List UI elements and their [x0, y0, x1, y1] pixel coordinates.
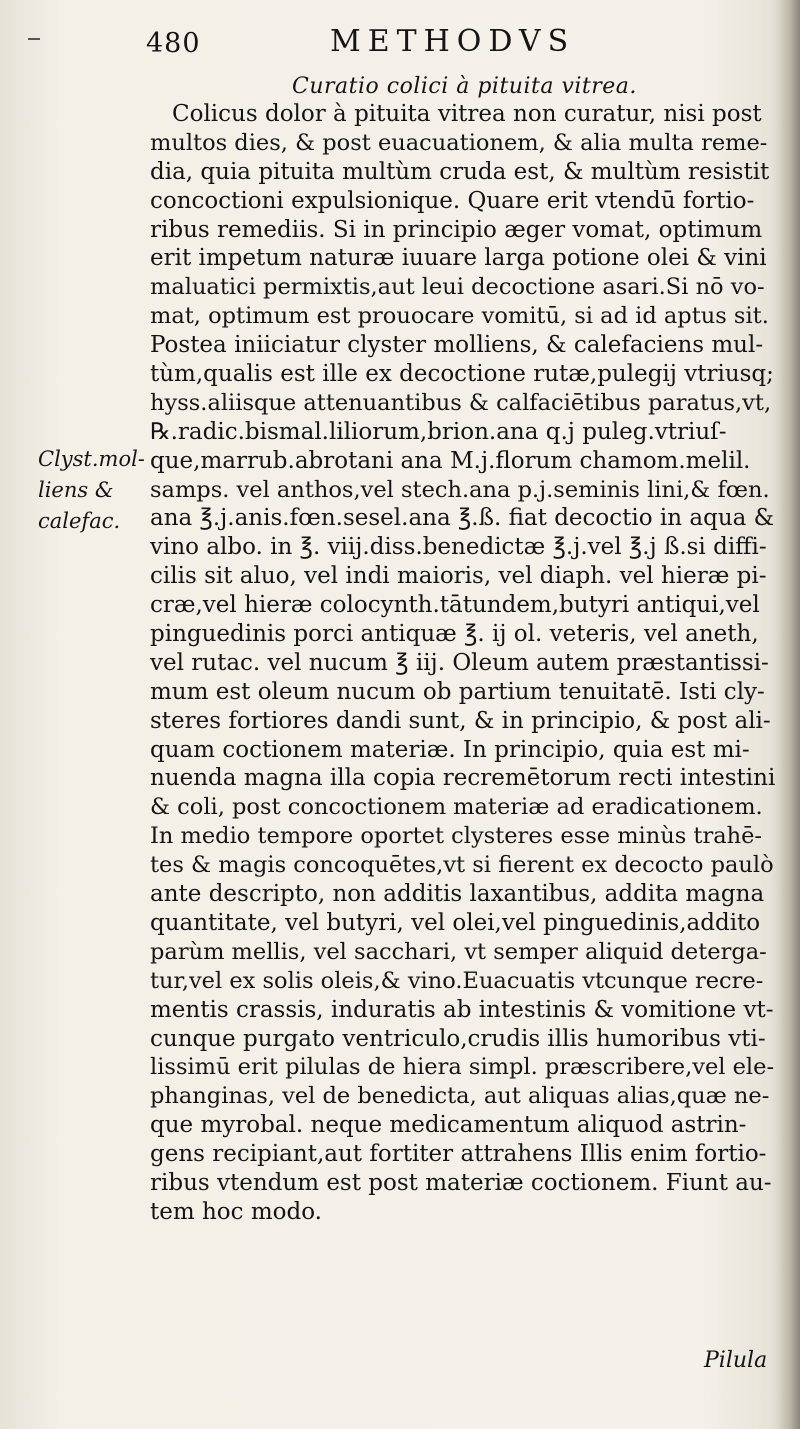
marginal-note-line: liens & — [38, 478, 114, 502]
text-line: ante descripto, non additis laxantibus, addita magna — [150, 881, 765, 908]
text-line: In medio tempore oportet clysteres esse minùs trahē- — [150, 823, 763, 850]
text-line: quam coctionem materiæ. In principio, quia est mi- — [150, 736, 750, 763]
text-line: ribus remediis. Si in principio æger vomat, optimum — [150, 216, 763, 243]
text-line: erit impetum naturæ iuuare larga potione olei & vini — [150, 245, 767, 272]
text-line: tur,vel ex solis oleis,& vino.Euacuatis vtcunque recre- — [150, 967, 764, 994]
text-line: vino albo. in ℥. viij.diss.benedictæ ℥.j.vel ℥.j ß.si diffi- — [150, 534, 767, 561]
text-line: Colicus dolor à pituita vitrea non curatur, nisi post — [172, 101, 762, 127]
text-line: multos dies, & post euacuationem, & alia multa reme- — [150, 129, 768, 156]
text-line: cunque purgato ventriculo,crudis illis humoribus vti- — [150, 1025, 766, 1052]
text-line: tùm,qualis est ille ex decoctione rutæ,pulegij vtriusq; — [150, 361, 774, 388]
text-line: quantitate, vel butyri, vel olei,vel pinguedinis,addito — [150, 909, 761, 936]
marginal-note-line: Clyst.mol- — [38, 447, 145, 471]
text-line: hyss.aliisque attenuantibus & calfaciētibus paratus,vt, — [150, 389, 772, 416]
text-line: Postea iniiciatur clyster molliens, & calefaciens mul- — [150, 332, 764, 359]
text-line: & coli, post concoctionem materiæ ad eradicationem. — [150, 794, 763, 821]
catchword: Pilula — [704, 1348, 768, 1373]
text-line: mat, optimum est prouocare vomitū, si ad id aptus sit. — [150, 303, 769, 330]
text-line: ribus vtendum est post materiæ coctionem. Fiunt au- — [150, 1169, 772, 1196]
text-line: ana ℥.j.anis.fœn.sesel.ana ℥.ß. fiat decoctio in aqua & — [150, 505, 775, 532]
text-line: que,marrub.abrotani ana M.j.florum chamom.melil. — [150, 447, 751, 474]
text-line: maluatici permixtis,aut leui decoctione asari.Si nō vo- — [150, 274, 765, 301]
margin-mark — [28, 38, 40, 40]
page-number: 480 — [146, 28, 201, 59]
text-line: que myrobal. neque medicamentum aliquod astrin- — [150, 1112, 747, 1139]
marginal-note-line: calefac. — [38, 509, 121, 533]
text-line: lissimū erit pilulas de hiera simpl. præscribere,vel ele- — [150, 1054, 775, 1081]
text-line: cilis sit aluo, vel indi maioris, vel diaph. vel hieræ pi- — [150, 563, 767, 590]
page-edge-shadow — [778, 0, 800, 1429]
text-line: concoctioni expulsionique. Quare erit vtendū fortio- — [150, 187, 755, 214]
text-line: ℞.radic.bismal.liliorum,brion.ana q.j puleg.vtriuſ- — [150, 418, 727, 445]
text-line: parùm mellis, vel sacchari, vt semper aliquid deterga- — [150, 938, 767, 965]
text-line: vel rutac. vel nucum ℥ iij. Oleum autem præstantissi- — [150, 649, 769, 676]
text-line: mum est oleum nucum ob partium tenuitatē. Isti cly- — [150, 678, 765, 705]
text-line: tes & magis concoquētes,vt si fierent ex decocto paulò — [150, 852, 774, 879]
section-heading: Curatio colici à pituita vitrea. — [292, 74, 637, 99]
text-line: nuenda magna illa copia recremētorum recti intestini — [150, 765, 775, 792]
text-line: dia, quia pituita multùm cruda est, & multùm resistit — [150, 158, 770, 185]
running-head: METHODVS — [330, 24, 576, 59]
text-line: tem hoc modo. — [150, 1198, 322, 1225]
body-text — [150, 100, 775, 1227]
text-line: pinguedinis porci antiquæ ℥. ij ol. veteris, vel aneth, — [150, 621, 759, 648]
text-line: phanginas, vel de benedicta, aut aliquas alias,quæ ne- — [150, 1083, 770, 1110]
text-line: mentis crassis, induratis ab intestinis & vomitione vt- — [150, 996, 774, 1023]
text-line: cræ,vel hieræ colocynth.tātundem,butyri antiqui,vel — [150, 592, 760, 619]
text-line: samps. vel anthos,vel stech.ana p.j.seminis lini,& fœn. — [150, 476, 770, 503]
text-line: steres fortiores dandi sunt, & in principio, & post ali- — [150, 707, 771, 734]
text-line: gens recipiant,aut fortiter attrahens Illis enim fortio- — [150, 1141, 767, 1168]
marginal-note — [38, 444, 150, 537]
